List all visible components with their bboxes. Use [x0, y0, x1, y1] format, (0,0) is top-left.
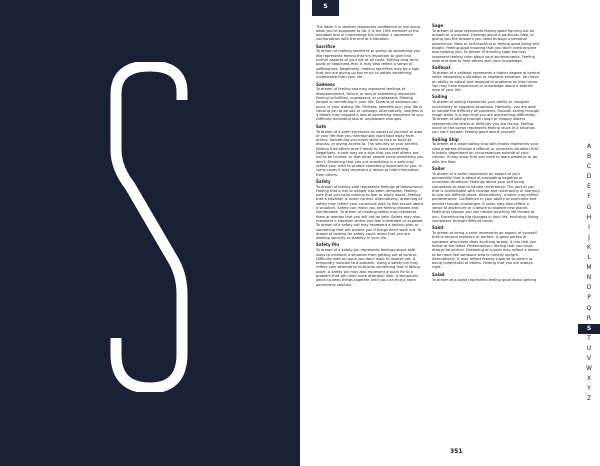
index-letter-c[interactable]: C — [586, 163, 592, 171]
index-letter-r[interactable]: R — [586, 314, 592, 322]
entry-definition: To dream of a safe represents an aspect of yourself or area of your life that you intentionally want kept away from others. Something you never want to face or have to discuss, or giving access to. The security of your secrets. Feeling that others aren't ready to know something. Negatively, a safe may be a sign that you feel others are not to be trusted, or that other people know something you don't. Dreaming that you put something in a safe may reflect your wish to protect something important to you. In some cases it may represent a desire to hide information from others. — [316, 129, 424, 177]
index-letter-l[interactable]: L — [587, 254, 591, 262]
entry — [316, 83, 424, 122]
entry — [316, 180, 424, 241]
entry-definition: The letter S in dreams represents confidence or not doing what you're supposed to do. S is the 19th member of the alphabet and in numerology the number 1 represents confrontation with the end of a situation. — [316, 24, 421, 42]
entry — [432, 167, 540, 223]
entry-term: Sage — [432, 23, 444, 28]
entry-term: Sacrifice — [316, 43, 336, 49]
index-letter-m[interactable]: M — [586, 264, 592, 272]
entry-definition: To dream of a salad represents feeling good about getting — [432, 277, 537, 282]
index-letter-s[interactable]: S — [578, 324, 600, 334]
index-letter-o[interactable]: O — [586, 284, 592, 292]
index-letter-a[interactable]: A — [586, 143, 592, 150]
entry-term: Safety Pin — [316, 242, 340, 248]
index-letter-n[interactable]: N — [586, 274, 592, 282]
entry — [432, 226, 540, 269]
index-letter-b[interactable]: B — [586, 153, 592, 161]
index-letter-t[interactable]: T — [587, 334, 591, 342]
entry-definition: To dream of feeling sad may represent feelings of disappointment, failure, or loss of something important. Feeling unfulfilled, unpleasant, or unpleasant. Missing people or something in your life. Dreams of sadness can occur in your waking life. Perhaps, something in your life is causing you to be sad or unhappy. Alternatively, sadness in a dream may suggest a loss of something important to you. Difficulty accepting loss or unpleasant changes. — [316, 87, 424, 122]
index-letter-j[interactable]: J — [588, 233, 590, 241]
index-letter-x[interactable]: X — [586, 375, 592, 383]
entry-definition: To dream of a safety pin represents feelings about safe ways to maintain a situation from getting out of control. Difficulty with an issue you don't want to resolve yet. A temporary solution to a problem. Using a safety pin may reflect your attempt to hold onto something that is falling apart. A safety pin may also represent a quick fix to a problem that will need more attention later. A temporary patch to keep things together until you can find a more permanent solution. — [316, 248, 420, 287]
index-letter-g[interactable]: G — [586, 203, 592, 211]
entry-term: Sailor — [432, 165, 446, 171]
index-letter-k[interactable]: K — [587, 243, 591, 251]
entry-term: Salad — [432, 271, 445, 277]
entry-definition: To dream of feeling safe represents feelings of reassurance. Feeling that a risk or danger has been removed. Feeling sure that you have nothing to fear or worry about. Feeling that a situation is under control. Alternatively, dreaming of safety may reflect your conscious wish to feel secure about a situation. Safety can mean you are feeling relaxed and comfortable. To dream of needing safety may represent fears or worries that you will not be safe. Safety may also represent a situation where you feel vulnerable or exposed. To dream of a safety net may represent a backup plan or something that will protect you if things don't work out. To dream of looking for safety could mean that you are seeking security or stability in your life. — [316, 184, 424, 241]
entry-term: Saint — [432, 225, 444, 231]
entry — [432, 95, 540, 134]
index-letter-z[interactable]: Z — [586, 395, 592, 403]
entry-definition: To dream of sailing represents your ability to navigate uncertainty or negative situations. Honestly, you are able to handle the difficulty of problems. Smooth sailing through rough water is a sign that you are overcoming difficulties. To dream of sailing through rough or choppy waters represents the stress or difficulty you are facing. Feeling stuck on the ocean represents feeling stuck in a situation you can't escape. Feeling good about yourself. — [432, 100, 540, 135]
index-letter-d[interactable]: D — [586, 173, 592, 181]
entry — [432, 24, 540, 63]
index-letter-f[interactable]: F — [587, 193, 591, 201]
entry-term: Sailboat — [432, 65, 451, 71]
index-letter-i[interactable]: I — [588, 223, 590, 231]
entry-term: Safe — [316, 123, 327, 129]
column-left — [316, 24, 424, 290]
entry-definition: To dream of being a saint represents an aspect of yourself that is beyond reproach or perfect. A good person or someone who never does anything wrong. A rule that you follow to the letter. Perfectionism, feeling that you must always be perfect. Dreaming of a saint may reflect a desire to be more like someone who is morally upright. Alternatively, it may reflect feeling superior to others or being judgmental of others. Feeling that you are always right. — [432, 231, 539, 270]
alphabet-index — [578, 142, 600, 404]
entry — [316, 243, 424, 286]
index-letter-w[interactable]: W — [586, 365, 592, 373]
entry-definition: To dream of a sailboat represents a higher degree of control while navigating a situation or negative situation. You have an ability to adjust and respond to problems as they come. You may have experience or knowledge about a specific area of your life. — [432, 70, 541, 93]
entry-definition: To dream of a sailor represents an aspect of your personality that is adept at navigating negative or uncertain situations. Feelings about your self being competent or able to handle uncertainty. The part of you that is comfortable with change and uncertainty or learning to ride out difficult times. Alternatively, a sailor may reflect perseverance. Confidence in your ability to overcome and persist through challenges. A sailor may also reflect a sense of adventure or a desire to explore new places. Feeling as though you can handle anything life throws at you. Experiencing big changes in your life, enduring. Being competent through difficult times. — [432, 171, 540, 223]
index-letter-y[interactable]: Y — [587, 385, 591, 393]
entry-term: Sailing Ship — [432, 136, 459, 142]
entry — [316, 125, 424, 177]
hero-letter-s — [104, 62, 194, 392]
entry — [432, 138, 540, 164]
index-letter-q[interactable]: Q — [586, 304, 592, 312]
index-letter-v[interactable]: V — [586, 354, 592, 362]
entry-definition: To dream of sage represents feeling good figuring out an answer or a purpose. Feelings about a particular idea, or giving you the answers you need through a personal experience. Note or self-teaching or feeling good being self-taught. Feeling good knowing that you don't need anyone else helping you. To dream of drinking sage tea may represent feeling calm about your achievements. Feeling wise and able to help others with your knowledge. — [432, 28, 540, 63]
dictionary-page — [300, 0, 600, 466]
entry — [432, 66, 540, 92]
entry-definition: To dream of a large sailing ship with masts represents your slow progress through a difficult or uncertain situation that is totally dependent on circumstances outside of your control. It may show that you need to learn patience or go with the flow. — [432, 142, 539, 164]
entry-term: Sailing — [432, 94, 448, 100]
entry — [432, 273, 540, 282]
entry-term: Safety — [316, 178, 331, 184]
section-tab: S — [312, 0, 339, 16]
column-right — [432, 24, 540, 285]
entry — [316, 25, 424, 42]
index-letter-h[interactable]: H — [586, 213, 592, 221]
entry — [316, 45, 424, 80]
index-letter-p[interactable]: P — [587, 294, 591, 302]
index-letter-e[interactable]: E — [587, 183, 591, 191]
index-letter-u[interactable]: U — [586, 344, 592, 352]
page-number: 351 — [450, 448, 463, 455]
entry-definition: To dream of making sacrifices or giving up something you like represents feeling that it's important to give into further aspects of your life at all costs. Putting long term goals or happiness first. It may also reflect a sense of selflessness. Negatively, making sacrifices may be a sign that you are giving up too much to obtain something undesirable from your life. — [316, 49, 421, 80]
entry-term: Sadness — [316, 81, 335, 87]
